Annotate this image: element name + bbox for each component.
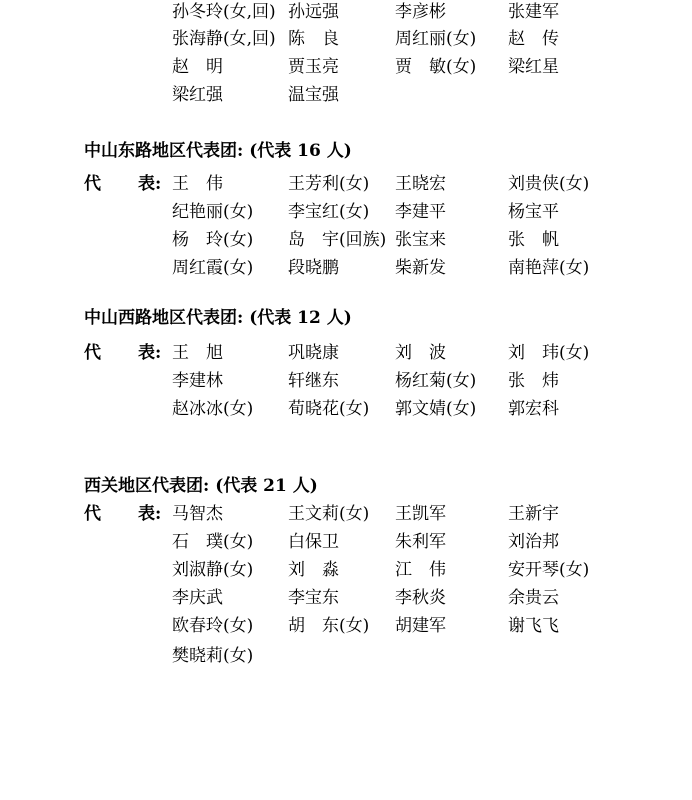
delegate-name: 贾玉亮 [288, 57, 339, 77]
delegate-name: 贾 敏(女) [395, 57, 477, 77]
delegate-name: 王新宇 [508, 504, 559, 524]
table-row [0, 558, 692, 586]
section-heading: 中山东路地区代表团: (代表 16 人) [84, 141, 352, 161]
delegate-name: 巩晓康 [288, 343, 339, 363]
table-row [0, 83, 692, 111]
delegate-name: 王 旭 [172, 343, 223, 363]
delegate-name: 杨 玲(女) [172, 230, 254, 250]
delegate-name: 梁红强 [172, 85, 223, 105]
delegate-name: 梁红星 [508, 57, 559, 77]
delegate-name: 白保卫 [288, 532, 339, 552]
delegate-name: 赵 明 [172, 57, 223, 77]
delegate-name: 轩继东 [288, 371, 339, 391]
delegate-name: 柴新发 [395, 258, 446, 278]
delegate-name: 李宝红(女) [288, 202, 370, 222]
delegate-name: 周红丽(女) [395, 29, 477, 49]
delegate-name: 段晓鹏 [288, 258, 339, 278]
delegate-name: 荀晓花(女) [288, 399, 370, 419]
delegate-name: 李庆武 [172, 588, 223, 608]
delegate-name: 马智杰 [172, 504, 223, 524]
delegate-name: 岛 宇(回族) [288, 230, 387, 250]
delegate-name: 胡建军 [395, 616, 446, 636]
delegate-name: 刘 玮(女) [508, 343, 590, 363]
delegate-name: 李秋炎 [395, 588, 446, 608]
delegate-name: 纪艳丽(女) [172, 202, 254, 222]
table-row [0, 228, 692, 256]
delegate-name: 杨宝平 [508, 202, 559, 222]
section-heading: 中山西路地区代表团: (代表 12 人) [84, 308, 352, 328]
table-row: 代 表: 王 伟 王芳利(女) 王晓宏 刘贵侠(女) [84, 174, 590, 194]
table-row [0, 644, 692, 672]
delegate-name: 王凯军 [395, 504, 446, 524]
table-row [0, 0, 692, 28]
delegate-name: 周红霞(女) [172, 258, 254, 278]
delegate-name: 王芳利(女) [288, 174, 370, 194]
delegate-name: 余贵云 [508, 588, 559, 608]
delegate-name: 李宝东 [288, 588, 339, 608]
delegate-name: 李建林 [172, 371, 223, 391]
table-row: 代 表: 马智杰 王文莉(女) 王凯军 王新宇 [84, 504, 559, 524]
delegate-name: 李建平 [395, 202, 446, 222]
delegate-name: 孙远强 [288, 2, 339, 22]
table-row [0, 55, 692, 83]
delegate-name: 张宝来 [395, 230, 446, 250]
delegate-name: 王 伟 [172, 174, 223, 194]
table-row: 代 表: 王 旭 巩晓康 刘 波 刘 玮(女) [84, 343, 590, 363]
table-row [0, 200, 692, 228]
delegate-name: 石 璞(女) [172, 532, 254, 552]
delegate-name: 郭文婧(女) [395, 399, 477, 419]
table-row [0, 369, 692, 397]
delegate-name: 江 伟 [395, 560, 446, 580]
table-row [0, 614, 692, 642]
delegate-name: 刘淑静(女) [172, 560, 254, 580]
delegate-name: 南艳萍(女) [508, 258, 590, 278]
section-heading: 西关地区代表团: (代表 21 人) [84, 476, 318, 496]
table-row [0, 397, 692, 425]
table-row [0, 27, 692, 55]
delegate-name: 胡 东(女) [288, 616, 370, 636]
delegate-name: 赵冰冰(女) [172, 399, 254, 419]
delegate-name: 欧春玲(女) [172, 616, 254, 636]
delegate-name: 刘 淼 [288, 560, 339, 580]
delegate-name: 温宝强 [288, 85, 339, 105]
delegate-name: 张建军 [508, 2, 559, 22]
delegate-name: 孙冬玲(女,回) [172, 2, 276, 22]
delegate-name: 张 帆 [508, 230, 559, 250]
delegate-name: 樊晓莉(女) [172, 646, 254, 666]
delegate-name: 王文莉(女) [288, 504, 370, 524]
delegate-name: 杨红菊(女) [395, 371, 477, 391]
delegate-name: 刘贵侠(女) [508, 174, 590, 194]
delegate-name: 郭宏科 [508, 399, 559, 419]
table-row [0, 530, 692, 558]
delegate-name: 王晓宏 [395, 174, 446, 194]
delegate-name: 张 炜 [508, 371, 559, 391]
table-row [0, 256, 692, 284]
delegate-name: 朱利军 [395, 532, 446, 552]
delegate-name: 安开琴(女) [508, 560, 590, 580]
delegate-name: 赵 传 [508, 29, 559, 49]
delegate-name: 刘 波 [395, 343, 446, 363]
delegate-name: 李彦彬 [395, 2, 446, 22]
delegate-name: 张海静(女,回) [172, 29, 276, 49]
delegate-name: 陈 良 [288, 29, 339, 49]
delegate-name: 刘治邦 [508, 532, 559, 552]
delegate-name: 谢飞飞 [508, 616, 559, 636]
table-row [0, 586, 692, 614]
